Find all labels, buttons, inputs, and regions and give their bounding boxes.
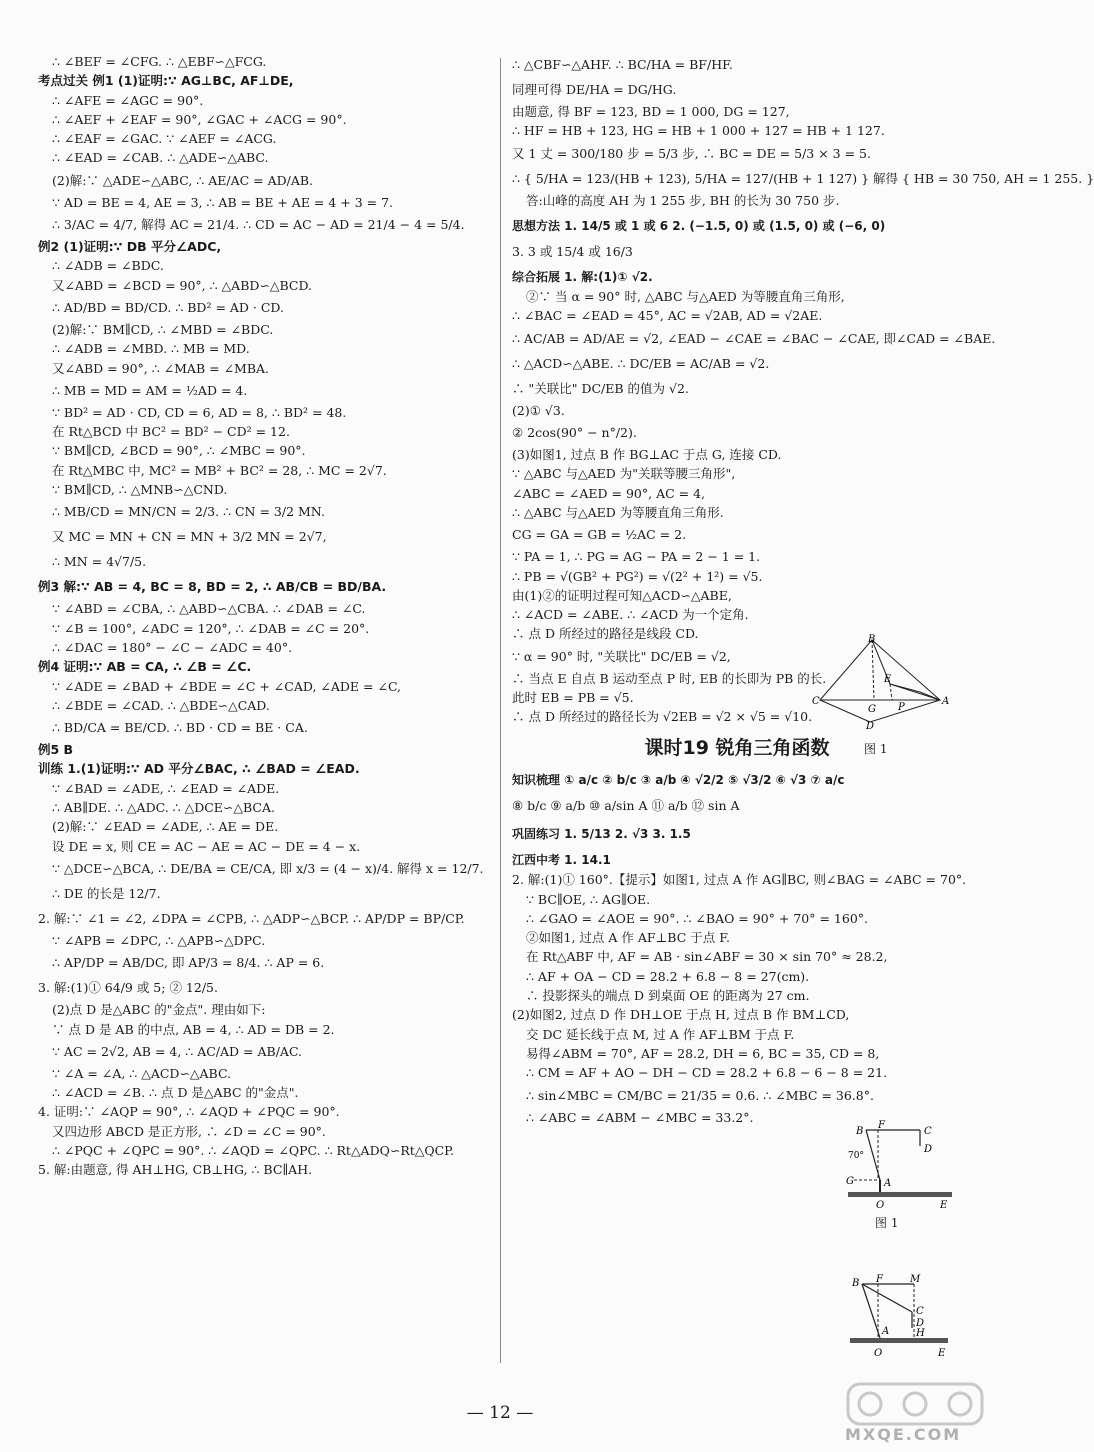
right-column-bottom-line: 2. 解:(1)① 160°.【提示】如图1, 过点 A 作 AG∥BC, 则∠BAG = ∠ABC = 70°. [512,872,967,888]
right-column-top-line: ∴ △CBF∽△AHF. ∴ BC/HA = BF/HF. [512,57,733,72]
right-column-top-line: ②∵ 当 α = 90° 时, △ABC 与△AED 为等腰直角三角形, [526,289,845,305]
right-column-bottom-line: 江西中考 1. 14.1 [512,852,611,867]
left-column-line: ∵ AC = 2√2, AB = 4, ∴ AC/AD = AB/AC. [52,1043,303,1059]
right-column-top-line: ∴ △ACD∽△ABE. ∴ DC/EB = AC/AB = √2. [512,355,770,371]
left-column-line: (2)解:∵ BM∥CD, ∴ ∠MBD = ∠BDC. [52,321,274,337]
right-column-bottom-line: ∴ CM = AF + AO − DH − CD = 28.2 + 6.8 − 6 − 8 = 21. [526,1065,888,1081]
left-column-line: ∵ ∠BAD = ∠ADE, ∴ ∠EAD = ∠ADE. [52,780,280,796]
left-column-line: ∵ △DCE∽△BCA, ∴ DE/BA = CE/CA, 即 x/3 = (4 − x)/4. 解得 x = 12/7. [52,860,484,876]
left-column-line: 4. 证明:∵ ∠AQP = 90°, ∴ ∠AQD + ∠PQC = 90°. [38,1104,340,1120]
right-column-bottom-line: ∴ ∠GAO = ∠AOE = 90°. ∴ ∠BAO = 90° + 70° = 160°. [526,910,868,926]
left-column-line: 例2 (1)证明:∵ DB 平分∠ADC, [38,239,222,255]
left-column-line: ∵ ∠A = ∠A, ∴ △ACD∽△ABC. [52,1065,232,1081]
left-column-line: ∴ ∠EAD = ∠CAB. ∴ △ADE∽△ABC. [52,150,269,166]
left-column-line: 5. 解:由题意, 得 AH⊥HG, CB⊥HG, ∴ BC∥AH. [38,1162,313,1178]
fig2-label-f: F [876,1274,883,1285]
left-column-line: ∴ MB/CD = MN/CN = 2/3. ∴ CN = 3/2 MN. [52,504,325,520]
right-column-top-line: 由题意, 得 BF = 123, BD = 1 000, DG = 127, [512,104,790,119]
fig2-label-a: A [882,1326,890,1337]
right-column-top-line: ∴ △ABC 与△AED 为等腰直角三角形. [512,504,724,520]
right-column-bottom-line: 知识梳理 ① a/c ② b/c ③ a/b ④ √2/2 ⑤ √3/2 ⑥ √3 ⑦ a/c [512,772,845,787]
left-column-line: ∵ ∠APB = ∠DPC, ∴ △APB∽△DPC. [52,932,266,948]
left-column-line: ∴ ∠AEF + ∠EAF = 90°, ∠GAC + ∠ACG = 90°. [52,111,347,127]
left-column-line: ∴ ∠EAF = ∠GAC. ∵ ∠AEF = ∠ACG. [52,131,277,147]
fig1-label-e: E [884,674,892,685]
right-column-bottom-line: ⑧ b/c ⑨ a/b ⑩ a/sin A ⑪ a/b ⑫ sin A [512,797,740,813]
left-column-line: 在 Rt△MBC 中, MC² = MB² + BC² = 28, ∴ MC = 2√7. [52,462,387,478]
left-column-line: 例5 B [38,742,74,758]
left-column-line: ∴ ∠BDE = ∠CAD. ∴ △BDE∽△CAD. [52,697,270,713]
left-column-line: ∴ MN = 4√7/5. [52,554,147,570]
left-column-line: ∵ BD² = AD · CD, CD = 6, AD = 8, ∴ BD² = 48. [52,404,347,420]
right-column-bottom-line: ②如图1, 过点 A 作 AF⊥BC 于点 F. [526,930,730,946]
left-column-line: ∴ AP/DP = AB/DC, 即 AP/3 = 8/4. ∴ AP = 6. [52,955,325,971]
right-column-top-line: ∴ ∠BAC = ∠EAD = 45°, AC = √2AB, AD = √2AE. [512,308,823,324]
right-column-bottom-line: ∵ BC∥OE, ∴ AG∥OE. [526,891,651,907]
left-column-line: (2)解:∵ △ADE∽△ABC, ∴ AE/AC = AD/AB. [52,172,314,188]
right-column [512,52,1094,1127]
right-column-top-line: 同理可得 DE/HA = DG/HG. [512,82,677,97]
left-column-line: ∵ BM∥CD, ∠BCD = 90°, ∴ ∠MBC = 90°. [52,443,306,459]
right-column-bottom-line: ∴ ∠ABC = ∠ABM − ∠MBC = 33.2°. [526,1109,754,1125]
fig2-label-o: O [874,1348,883,1359]
figjx-label-angle: 70° [848,1151,864,1161]
left-column-line: ∴ ∠BEF = ∠CFG. ∴ △EBF∽△FCG. [52,54,267,69]
watermark-text: MXQE.COM [845,1425,962,1444]
right-column-top-line: ∵ △ABC 与△AED 为"关联等腰三角形", [512,466,736,482]
right-column-bottom-line: 在 Rt△ABF 中, AF = AB · sin∠ABF = 30 × sin 70° ≈ 28.2, [526,949,888,965]
right-column-top-line: ∠ABC = ∠AED = 90°, AC = 4, [512,485,706,501]
fig2-label-d: D [916,1318,925,1329]
figjx-label-f: F [878,1120,885,1131]
right-column-top-line: 又 1 丈 = 300/180 步 = 5/3 步, ∴ BC = DE = 5/3 × 3 = 5. [512,145,871,161]
column-divider [500,58,501,1363]
fig2-label-e: E [938,1348,946,1359]
left-column-line: ∵ 点 D 是 AB 的中点, AB = 4, ∴ AD = DB = 2. [52,1021,335,1037]
left-column-line: 又 MC = MN + CN = MN + 3/2 MN = 2√7, [52,529,327,545]
figjx-label-d: D [924,1144,933,1155]
right-column-top-line: 答:山峰的高度 AH 为 1 255 步, BH 的长为 30 750 步. [526,192,840,208]
left-column-line: 例4 证明:∵ AB = CA, ∴ ∠B = ∠C. [38,659,252,675]
right-column-top-line: ∴ { 5/HA = 123/(HB + 123), 5/HA = 127/(HB + 1 127) } 解得 { HB = 30 750, AH = 1 255. } [512,170,1094,186]
fig1-label-a: A [942,696,950,707]
right-column-top-line: ∴ ∠ACD = ∠ABE. ∴ ∠ACD 为一个定角. [512,607,749,623]
left-column-line: 设 DE = x, 则 CE = AC − AE = AC − DE = 4 − x. [52,838,361,854]
figure-jx-desk-lamp [844,1122,956,1212]
right-column-bottom [512,768,967,1127]
left-column-line: ∵ BM∥CD, ∴ △MNB∽△CND. [52,482,228,498]
figure-1-triangle [812,632,950,730]
figjx-label-b: B [856,1126,864,1137]
figjx-label-c: C [924,1126,932,1137]
left-column-line: ∵ ∠ABD = ∠CBA, ∴ △ABD∽△CBA. ∴ ∠DAB = ∠C. [52,601,366,617]
figure-jx-caption: 图 1 [875,1216,899,1230]
fig1-label-p: P [898,702,905,713]
left-column-line: 2. 解:∵ ∠1 = ∠2, ∠DPA = ∠CPB, ∴ △ADP∽△BCP. ∴ AP/DP = BP/CP. [38,910,465,926]
right-column-bottom-line: ∴ sin∠MBC = CM/BC = 21/35 = 0.6. ∴ ∠MBC = 36.8°. [526,1087,874,1103]
right-column-top-line: ∵ α = 90° 时, "关联比" DC/EB = √2, [512,648,731,664]
right-column-bottom-line: (2)如图2, 过点 D 作 DH⊥OE 于点 H, 过点 B 作 BM⊥CD, [512,1007,850,1023]
fig2-label-h: H [916,1328,925,1339]
left-column-line: 考点过关 例1 (1)证明:∵ AG⊥BC, AF⊥DE, [38,73,294,89]
left-column-line: ∴ ∠ACD = ∠B. ∴ 点 D 是△ABC 的"金点". [52,1085,299,1101]
left-column-line: ∴ AD/BD = BD/CD. ∴ BD² = AD · CD. [52,299,284,315]
left-column-line: ∴ ∠DAC = 180° − ∠C − ∠ADC = 40°. [52,639,293,655]
right-column-top-line: ∴ "关联比" DC/EB 的值为 √2. [512,380,689,396]
left-column-line: 训练 1.(1)证明:∵ AD 平分∠BAC, ∴ ∠BAD = ∠EAD. [38,761,360,777]
left-column-line: (2)点 D 是△ABC 的"金点". 理由如下: [52,1002,266,1018]
left-column-line: (2)解:∵ ∠EAD = ∠ADE, ∴ AE = DE. [52,819,279,835]
right-column-top-line: ∴ 当点 E 自点 B 运动至点 P 时, EB 的长即为 PB 的长. [512,670,827,686]
right-column-top-line: ∴ 点 D 所经过的路径是线段 CD. [512,626,699,642]
right-column-top-line: ∴ PB = √(GB² + PG²) = √(2² + 1²) = √5. [512,568,763,584]
right-column-top-line: CG = GA = GB = ½AC = 2. [512,527,687,543]
left-column-line: ∴ AB∥DE. ∴ △ADC. ∴ △DCE∽△BCA. [52,800,275,816]
left-column-line: 又∠ABD = 90°, ∴ ∠MAB = ∠MBA. [52,360,270,376]
right-column-top-line: 由(1)②的证明过程可知△ACD∽△ABE, [512,587,732,603]
right-column-top-line: 3. 3 或 15/4 或 16/3 [512,243,633,259]
right-column-top-line: (3)如图1, 过点 B 作 BG⊥AC 于点 G, 连接 CD. [512,447,782,463]
left-column-line: ∴ 3/AC = 4/7, 解得 AC = 21/4. ∴ CD = AC − AD = 21/4 − 4 = 5/4. [52,217,465,233]
right-column-top-line: 此时 EB = PB = √5. [512,690,634,706]
left-column-line: 例3 解:∵ AB = 4, BC = 8, BD = 2, ∴ AB/CB = BD/BA. [38,579,387,595]
right-column-bottom-line: ∴ AF + OA − CD = 28.2 + 6.8 − 8 = 27(cm). [526,968,810,984]
figure-2-desk-lamp [848,1272,952,1364]
left-column-line: ∴ ∠AFE = ∠AGC = 90°. [52,92,204,108]
figjx-label-g: G [846,1176,854,1187]
right-column-top-line: ∴ 点 D 所经过的路径长为 √2EB = √2 × √5 = √10. [512,709,813,725]
right-column-top [512,52,1094,727]
fig1-label-b: B [868,634,876,645]
fig2-label-m: M [910,1274,921,1285]
left-column-line: ∴ BD/CA = BE/CD. ∴ BD · CD = BE · CA. [52,720,308,736]
left-column-line: ∴ ∠PQC + ∠QPC = 90°. ∴ ∠AQD = ∠QPC. ∴ Rt△ADQ∽Rt△QCP. [52,1142,455,1158]
figjx-label-e: E [940,1200,948,1211]
fig1-label-c: C [812,696,820,707]
fig2-label-b: B [852,1278,860,1289]
figjx-label-a: A [884,1178,892,1189]
right-column-top-line: ∴ HF = HB + 123, HG = HB + 1 000 + 127 = HB + 1 127. [512,123,885,139]
page-number: — 12 — [466,1403,534,1423]
left-column-line: ∴ MB = MD = AM = ½AD = 4. [52,382,248,398]
left-column-line: 在 Rt△BCD 中 BC² = BD² − CD² = 12. [52,424,290,440]
fig2-label-c: C [916,1306,924,1317]
left-column-line: 又∠ABD = ∠BCD = 90°, ∴ △ABD∽△BCD. [52,277,313,293]
left-column-line: 又四边形 ABCD 是正方形, ∴ ∠D = ∠C = 90°. [52,1123,326,1139]
right-column-top-line: 思想方法 1. 14/5 或 1 或 6 2. (−1.5, 0) 或 (1.5, 0) 或 (−6, 0) [512,218,886,233]
figjx-label-o: O [876,1200,885,1211]
right-column-bottom-line: 交 DC 延长线于点 M, 过 A 作 AF⊥BM 于点 F. [526,1026,795,1042]
right-column-top-line: ∵ PA = 1, ∴ PG = AG − PA = 2 − 1 = 1. [512,549,761,565]
left-column-line: ∵ ∠ADE = ∠BAD + ∠BDE = ∠C + ∠CAD, ∠ADE = ∠C, [52,678,402,694]
figure-1-caption: 图 1 [864,742,888,756]
left-column-line: ∵ ∠B = 100°, ∠ADC = 120°, ∴ ∠DAB = ∠C = 20°. [52,620,370,636]
lesson-title: 课时19 锐角三角函数 [644,736,830,759]
left-column [38,52,486,1180]
right-column-top-line: 综合拓展 1. 解:(1)① √2. [512,269,653,284]
left-column-line: ∵ AD = BE = 4, AE = 3, ∴ AB = BE + AE = 4 + 3 = 7. [52,194,394,210]
right-column-bottom-line: 易得∠ABM = 70°, AF = 28.2, DH = 6, BC = 35, CD = 8, [526,1045,880,1061]
fig1-label-d: D [866,721,875,732]
left-column-line: ∴ ∠ADB = ∠MBD. ∴ MB = MD. [52,341,250,357]
left-column-line: 3. 解:(1)① 64/9 或 5; ② 12/5. [38,980,218,996]
left-column-line: ∴ DE 的长是 12/7. [52,885,161,901]
left-column-line: ∴ ∠ADB = ∠BDC. [52,258,164,274]
fig1-label-g: G [868,704,876,715]
right-column-top-line: ∴ AC/AB = AD/AE = √2, ∠EAD − ∠CAE = ∠BAC − ∠CAE, 即∠CAD = ∠BAE. [512,330,996,346]
right-column-top-line: (2)① √3. [512,402,565,418]
right-column-top-line: ② 2cos(90° − n°/2). [512,425,637,441]
right-column-bottom-line: 巩固练习 1. 5/13 2. √3 3. 1.5 [512,826,691,841]
right-column-bottom-line: ∴ 投影探头的端点 D 到桌面 OE 的距离为 27 cm. [526,988,810,1004]
